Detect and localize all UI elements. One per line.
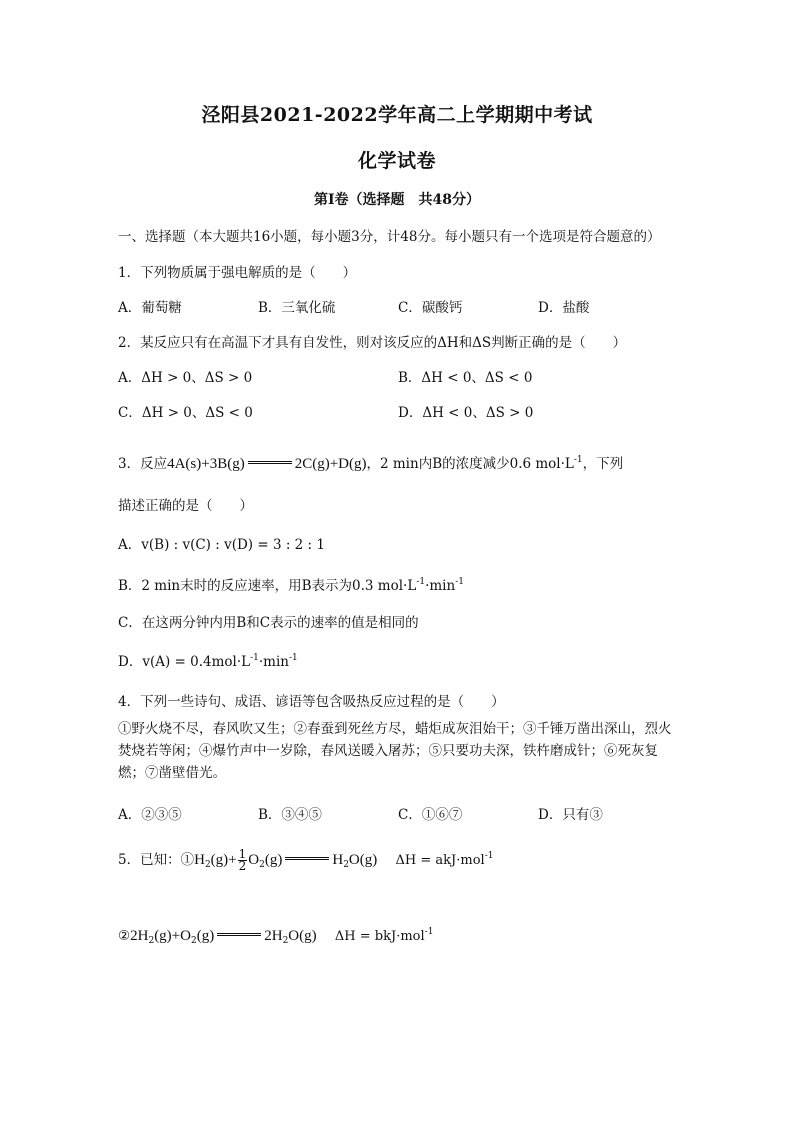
eq1-h-sub: 2 <box>204 860 211 870</box>
question-3-option-c: C．在这两分钟内用B和C表示的速率的值是相同的 <box>118 615 419 631</box>
question-2-option-b: B．ΔH < 0、ΔS < 0 <box>398 370 533 386</box>
section-heading: 一、选择题（本大题共16小题，每小题3分，计48分。每小题只有一个选项是符合题意的） <box>118 229 661 245</box>
question-3-option-a: A．v(B) : v(C) : v(D) = 3 : 2 : 1 <box>118 537 325 553</box>
reaction-equals-sign <box>217 933 261 936</box>
page-subtitle: 化学试卷 <box>357 150 436 172</box>
eq1-g1: (g)+ <box>210 852 237 868</box>
eq2-enthalpy-sup: -1 <box>424 927 434 937</box>
eq2-left: 2H <box>130 928 149 944</box>
eq1-right: H <box>332 852 344 868</box>
question-4-option-c: C．①⑥⑦ <box>398 807 463 823</box>
question-1-option-a: A．葡萄糖 <box>118 300 182 316</box>
question-1-option-b: B．三氧化硫 <box>258 300 336 316</box>
reaction-equals-sign <box>285 857 329 860</box>
question-3-option-d-unit: ·min <box>258 654 289 670</box>
eq2-right-sub: 2 <box>282 936 289 946</box>
page-title: 泾阳县2021-2022学年高二上学期期中考试 <box>201 104 593 126</box>
fraction-denominator: 2 <box>238 859 247 873</box>
question-2-option-c: C．ΔH > 0、ΔS < 0 <box>118 405 253 421</box>
question-2-option-d: D．ΔH < 0、ΔS > 0 <box>398 405 534 421</box>
question-5-equation-2 <box>118 927 433 946</box>
eq2-right-tail: O(g) <box>288 928 317 944</box>
question-3-option-b-unit: ·min <box>425 578 456 594</box>
question-3-prefix: 3．反应 <box>118 456 168 472</box>
question-3-equation-left: 4A(s)+3B(g) <box>167 456 245 472</box>
eq2-enthalpy: ΔH = bkJ·mol <box>334 929 425 944</box>
question-4-option-a: A．②③⑤ <box>118 807 182 823</box>
question-1-stem: 1．下列物质属于强电解质的是（ ） <box>118 265 357 281</box>
question-1-option-c: C．碳酸钙 <box>398 300 463 316</box>
reaction-equals-sign <box>248 461 292 464</box>
question-3-option-b <box>118 574 464 594</box>
question-3-suffix: ，下列 <box>582 456 624 472</box>
question-3-stem-line2: 描述正确的是（ ） <box>118 498 253 514</box>
question-3-option-d-sup2: -1 <box>289 653 298 663</box>
question-3-option-b-sup1: -1 <box>416 577 426 587</box>
eq1-right-tail: O(g) <box>348 852 378 868</box>
question-3-option-d-sup1: -1 <box>250 653 259 663</box>
question-5-equation-1 <box>118 848 494 872</box>
question-3-option-b-sup2: -1 <box>455 577 464 587</box>
question-1-option-d: D．盐酸 <box>538 300 590 316</box>
eq2-prefix: ② <box>118 928 131 944</box>
question-4-option-b: B．③④⑤ <box>258 807 322 823</box>
question-3-sup: -1 <box>573 455 583 465</box>
eq1-g2: (g) <box>264 852 283 868</box>
question-4-option-d: D．只有③ <box>538 807 603 823</box>
question-5-prefix: 5．已知：① <box>118 852 195 868</box>
question-3-mid: ，2 min内B的浓度减少0.6 mol·L <box>366 456 574 472</box>
question-3-equation-right: 2C(g)+D(g) <box>294 456 367 472</box>
eq1-enthalpy-sup: -1 <box>484 851 494 861</box>
eq1-o-sub: 2 <box>259 860 265 870</box>
eq2-right: 2H <box>264 928 283 944</box>
question-2-option-a: A．ΔH > 0、ΔS > 0 <box>118 370 253 386</box>
question-3-option-b-text: B．2 min末时的反应速率，用B表示为0.3 mol·L <box>118 578 417 594</box>
one-half-fraction <box>238 849 248 872</box>
eq2-g: (g) <box>196 928 215 944</box>
question-4-stem: 4．下列一些诗句、成语、谚语等包含吸热反应过程的是（ ） <box>118 694 505 710</box>
part-heading: 第Ⅰ卷（选择题 共48分） <box>313 192 481 208</box>
eq2-mid: (g)+O <box>154 928 191 944</box>
eq1-right-sub: 2 <box>343 860 349 870</box>
question-4-body: ①野火烧不尽，春风吹又生；②春蚕到死丝方尽，蜡炬成灰泪始干；③千锤万凿出深山，烈火焚烧若等闲；④爆竹声中一岁除，春风送暖入屠苏；⑤只要功夫深，铁杵磨成针；⑥死灰复燃；⑦凿壁借光。 <box>118 721 672 781</box>
eq1-o: O <box>248 852 260 868</box>
question-2-stem: 2．某反应只有在高温下才具有自发性，则对该反应的ΔH和ΔS判断正确的是（ ） <box>118 335 627 351</box>
question-3-stem <box>118 452 623 473</box>
eq1-enthalpy: ΔH = akJ·mol <box>395 853 485 868</box>
question-3-option-d <box>118 650 298 670</box>
eq2-left-sub: 2 <box>148 936 155 946</box>
eq1-h: H <box>194 852 205 868</box>
fraction-numerator: 1 <box>238 847 247 861</box>
question-3-option-d-text: D．v(A) = 0.4mol·L <box>118 654 251 670</box>
eq2-mid-sub: 2 <box>190 936 197 946</box>
